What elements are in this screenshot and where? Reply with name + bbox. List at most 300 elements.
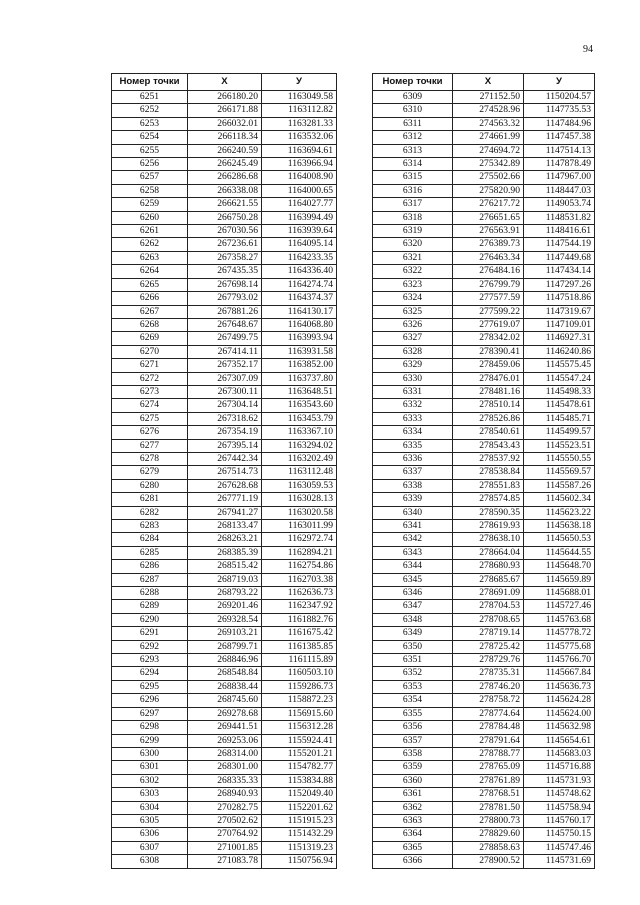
y-coordinate-cell: 1162754.86 <box>262 560 337 573</box>
table-row <box>112 345 337 358</box>
y-coordinate-cell: 1145485.71 <box>524 412 595 425</box>
table-row <box>373 694 595 707</box>
x-coordinate-cell: 268719.03 <box>188 573 262 586</box>
point-number-cell: 6274 <box>112 399 188 412</box>
point-number-cell: 6255 <box>112 144 188 157</box>
table-row <box>112 761 337 774</box>
table-row <box>112 399 337 412</box>
point-number-cell: 6316 <box>373 184 453 197</box>
header-y: У <box>262 74 337 91</box>
point-number-cell: 6256 <box>112 158 188 171</box>
header-point-number: Номер точки <box>112 74 188 91</box>
y-coordinate-cell: 1147297.26 <box>524 278 595 291</box>
point-number-cell: 6306 <box>112 828 188 841</box>
table-row <box>373 278 595 291</box>
y-coordinate-cell: 1164233.35 <box>262 251 337 264</box>
y-coordinate-cell: 1145731.69 <box>524 855 595 868</box>
y-coordinate-cell: 1147878.49 <box>524 158 595 171</box>
point-number-cell: 6277 <box>112 439 188 452</box>
x-coordinate-cell: 276463.34 <box>453 251 524 264</box>
y-coordinate-cell: 1163049.58 <box>262 91 337 104</box>
x-coordinate-cell: 278704.53 <box>453 600 524 613</box>
table-row <box>373 466 595 479</box>
x-coordinate-cell: 269328.54 <box>188 613 262 626</box>
x-coordinate-cell: 276651.65 <box>453 211 524 224</box>
point-number-cell: 6302 <box>112 774 188 787</box>
table-row <box>373 144 595 157</box>
x-coordinate-cell: 268940.93 <box>188 788 262 801</box>
point-number-cell: 6347 <box>373 600 453 613</box>
y-coordinate-cell: 1147514.13 <box>524 144 595 157</box>
table-row <box>373 801 595 814</box>
table-row <box>373 225 595 238</box>
table-row <box>112 613 337 626</box>
x-coordinate-cell: 278800.73 <box>453 814 524 827</box>
table-row <box>373 184 595 197</box>
x-coordinate-cell: 278708.65 <box>453 613 524 626</box>
table-row <box>373 560 595 573</box>
y-coordinate-cell: 1164095.14 <box>262 238 337 251</box>
y-coordinate-cell: 1145766.70 <box>524 654 595 667</box>
x-coordinate-cell: 278774.64 <box>453 707 524 720</box>
point-number-cell: 6313 <box>373 144 453 157</box>
point-number-cell: 6257 <box>112 171 188 184</box>
table-row <box>373 721 595 734</box>
x-coordinate-cell: 267435.35 <box>188 265 262 278</box>
point-number-cell: 6340 <box>373 506 453 519</box>
y-coordinate-cell: 1145624.00 <box>524 707 595 720</box>
point-number-cell: 6325 <box>373 305 453 318</box>
point-number-cell: 6333 <box>373 412 453 425</box>
point-number-cell: 6282 <box>112 506 188 519</box>
point-number-cell: 6292 <box>112 640 188 653</box>
point-number-cell: 6251 <box>112 91 188 104</box>
table-row <box>373 198 595 211</box>
table-row <box>373 251 595 264</box>
table-row <box>112 466 337 479</box>
point-number-cell: 6296 <box>112 694 188 707</box>
table-row <box>373 305 595 318</box>
y-coordinate-cell: 1145523.51 <box>524 439 595 452</box>
x-coordinate-cell: 278791.64 <box>453 734 524 747</box>
table-row <box>112 600 337 613</box>
y-coordinate-cell: 1150204.57 <box>524 91 595 104</box>
y-coordinate-cell: 1145602.34 <box>524 493 595 506</box>
point-number-cell: 6300 <box>112 747 188 760</box>
table-row <box>373 667 595 680</box>
x-coordinate-cell: 278551.83 <box>453 479 524 492</box>
y-coordinate-cell: 1152201.62 <box>262 801 337 814</box>
x-coordinate-cell: 278590.35 <box>453 506 524 519</box>
point-number-cell: 6329 <box>373 359 453 372</box>
x-coordinate-cell: 267395.14 <box>188 439 262 452</box>
x-coordinate-cell: 276563.91 <box>453 225 524 238</box>
point-number-cell: 6301 <box>112 761 188 774</box>
table-row <box>112 828 337 841</box>
table-row <box>373 828 595 841</box>
point-number-cell: 6324 <box>373 292 453 305</box>
table-row <box>112 855 337 868</box>
table-row <box>112 265 337 278</box>
table-row <box>373 318 595 331</box>
point-number-cell: 6305 <box>112 814 188 827</box>
table-row <box>112 372 337 385</box>
x-coordinate-cell: 278342.02 <box>453 332 524 345</box>
x-coordinate-cell: 269441.51 <box>188 721 262 734</box>
point-number-cell: 6311 <box>373 117 453 130</box>
table-row <box>373 774 595 787</box>
table-row <box>112 788 337 801</box>
point-number-cell: 6267 <box>112 305 188 318</box>
table-row <box>112 251 337 264</box>
x-coordinate-cell: 278725.42 <box>453 640 524 653</box>
table-row <box>373 385 595 398</box>
table-row <box>112 225 337 238</box>
table-body-left <box>112 91 337 869</box>
y-coordinate-cell: 1162972.74 <box>262 533 337 546</box>
y-coordinate-cell: 1147735.53 <box>524 104 595 117</box>
x-coordinate-cell: 268838.44 <box>188 680 262 693</box>
x-coordinate-cell: 278680.93 <box>453 560 524 573</box>
table-row <box>373 332 595 345</box>
y-coordinate-cell: 1163648.51 <box>262 385 337 398</box>
x-coordinate-cell: 267030.56 <box>188 225 262 238</box>
point-number-cell: 6345 <box>373 573 453 586</box>
x-coordinate-cell: 268263.21 <box>188 533 262 546</box>
point-number-cell: 6263 <box>112 251 188 264</box>
table-header-row <box>112 74 337 91</box>
x-coordinate-cell: 278829.60 <box>453 828 524 841</box>
y-coordinate-cell: 1147449.68 <box>524 251 595 264</box>
x-coordinate-cell: 274528.96 <box>453 104 524 117</box>
x-coordinate-cell: 278788.77 <box>453 747 524 760</box>
point-number-cell: 6259 <box>112 198 188 211</box>
y-coordinate-cell: 1161675.42 <box>262 627 337 640</box>
table-row <box>373 131 595 144</box>
point-number-cell: 6294 <box>112 667 188 680</box>
table-row <box>373 452 595 465</box>
point-number-cell: 6321 <box>373 251 453 264</box>
x-coordinate-cell: 266240.59 <box>188 144 262 157</box>
point-number-cell: 6351 <box>373 654 453 667</box>
point-number-cell: 6348 <box>373 613 453 626</box>
point-number-cell: 6314 <box>373 158 453 171</box>
y-coordinate-cell: 1145648.70 <box>524 560 595 573</box>
table-row <box>373 345 595 358</box>
x-coordinate-cell: 266338.08 <box>188 184 262 197</box>
y-coordinate-cell: 1145650.53 <box>524 533 595 546</box>
y-coordinate-cell: 1145547.24 <box>524 372 595 385</box>
x-coordinate-cell: 266245.49 <box>188 158 262 171</box>
y-coordinate-cell: 1151915.23 <box>262 814 337 827</box>
y-coordinate-cell: 1163011.99 <box>262 520 337 533</box>
table-row <box>112 747 337 760</box>
table-row <box>112 131 337 144</box>
point-number-cell: 6286 <box>112 560 188 573</box>
point-number-cell: 6290 <box>112 613 188 626</box>
table-row <box>112 841 337 854</box>
table-row <box>112 680 337 693</box>
x-coordinate-cell: 267514.73 <box>188 466 262 479</box>
table-row <box>373 520 595 533</box>
x-coordinate-cell: 269103.21 <box>188 627 262 640</box>
y-coordinate-cell: 1163993.94 <box>262 332 337 345</box>
point-number-cell: 6337 <box>373 466 453 479</box>
y-coordinate-cell: 1147484.96 <box>524 117 595 130</box>
table-row <box>112 211 337 224</box>
header-y: У <box>524 74 595 91</box>
point-number-cell: 6284 <box>112 533 188 546</box>
y-coordinate-cell: 1161882.76 <box>262 613 337 626</box>
table-row <box>112 452 337 465</box>
point-number-cell: 6298 <box>112 721 188 734</box>
y-coordinate-cell: 1159286.73 <box>262 680 337 693</box>
y-coordinate-cell: 1163028.13 <box>262 493 337 506</box>
y-coordinate-cell: 1160503.10 <box>262 667 337 680</box>
point-number-cell: 6364 <box>373 828 453 841</box>
point-number-cell: 6320 <box>373 238 453 251</box>
x-coordinate-cell: 278459.06 <box>453 359 524 372</box>
x-coordinate-cell: 267236.61 <box>188 238 262 251</box>
coordinates-table-right <box>372 73 595 869</box>
point-number-cell: 6252 <box>112 104 188 117</box>
y-coordinate-cell: 1164130.17 <box>262 305 337 318</box>
point-number-cell: 6281 <box>112 493 188 506</box>
table-row <box>373 747 595 760</box>
y-coordinate-cell: 1147544.19 <box>524 238 595 251</box>
table-row <box>112 694 337 707</box>
table-row <box>112 506 337 519</box>
y-coordinate-cell: 1148416.61 <box>524 225 595 238</box>
table-row <box>112 359 337 372</box>
x-coordinate-cell: 270502.62 <box>188 814 262 827</box>
table-row <box>373 788 595 801</box>
y-coordinate-cell: 1151432.29 <box>262 828 337 841</box>
x-coordinate-cell: 278735.31 <box>453 667 524 680</box>
table-row <box>112 104 337 117</box>
x-coordinate-cell: 267307.09 <box>188 372 262 385</box>
table-row <box>373 359 595 372</box>
point-number-cell: 6332 <box>373 399 453 412</box>
point-number-cell: 6275 <box>112 412 188 425</box>
table-row <box>112 734 337 747</box>
y-coordinate-cell: 1163931.58 <box>262 345 337 358</box>
point-number-cell: 6268 <box>112 318 188 331</box>
y-coordinate-cell: 1145623.22 <box>524 506 595 519</box>
table-row <box>373 761 595 774</box>
y-coordinate-cell: 1145499.57 <box>524 426 595 439</box>
table-row <box>112 184 337 197</box>
table-row <box>373 171 595 184</box>
point-number-cell: 6264 <box>112 265 188 278</box>
table-row <box>373 627 595 640</box>
x-coordinate-cell: 278537.92 <box>453 452 524 465</box>
point-number-cell: 6289 <box>112 600 188 613</box>
x-coordinate-cell: 278619.93 <box>453 520 524 533</box>
x-coordinate-cell: 268799.71 <box>188 640 262 653</box>
y-coordinate-cell: 1145778.72 <box>524 627 595 640</box>
table-body-right <box>373 91 595 869</box>
table-row <box>112 721 337 734</box>
table-row <box>112 654 337 667</box>
table-row <box>112 560 337 573</box>
y-coordinate-cell: 1163112.82 <box>262 104 337 117</box>
point-number-cell: 6356 <box>373 721 453 734</box>
table-row <box>112 385 337 398</box>
point-number-cell: 6272 <box>112 372 188 385</box>
x-coordinate-cell: 277577.59 <box>453 292 524 305</box>
x-coordinate-cell: 267648.67 <box>188 318 262 331</box>
table-row <box>373 707 595 720</box>
table-row <box>373 265 595 278</box>
y-coordinate-cell: 1145644.55 <box>524 546 595 559</box>
point-number-cell: 6362 <box>373 801 453 814</box>
y-coordinate-cell: 1164027.77 <box>262 198 337 211</box>
table-row <box>373 814 595 827</box>
y-coordinate-cell: 1164336.40 <box>262 265 337 278</box>
x-coordinate-cell: 278761.89 <box>453 774 524 787</box>
y-coordinate-cell: 1145763.68 <box>524 613 595 626</box>
x-coordinate-cell: 278574.85 <box>453 493 524 506</box>
table-row <box>112 439 337 452</box>
x-coordinate-cell: 267318.62 <box>188 412 262 425</box>
y-coordinate-cell: 1162894.21 <box>262 546 337 559</box>
x-coordinate-cell: 278765.09 <box>453 761 524 774</box>
table-row <box>373 573 595 586</box>
y-coordinate-cell: 1145575.45 <box>524 359 595 372</box>
point-number-cell: 6339 <box>373 493 453 506</box>
x-coordinate-cell: 267771.19 <box>188 493 262 506</box>
table-row <box>112 627 337 640</box>
point-number-cell: 6318 <box>373 211 453 224</box>
x-coordinate-cell: 267442.34 <box>188 452 262 465</box>
y-coordinate-cell: 1163202.49 <box>262 452 337 465</box>
x-coordinate-cell: 269201.46 <box>188 600 262 613</box>
point-number-cell: 6266 <box>112 292 188 305</box>
point-number-cell: 6287 <box>112 573 188 586</box>
y-coordinate-cell: 1150756.94 <box>262 855 337 868</box>
point-number-cell: 6297 <box>112 707 188 720</box>
point-number-cell: 6334 <box>373 426 453 439</box>
table-row <box>373 587 595 600</box>
y-coordinate-cell: 1164008.90 <box>262 171 337 184</box>
point-number-cell: 6354 <box>373 694 453 707</box>
point-number-cell: 6304 <box>112 801 188 814</box>
point-number-cell: 6346 <box>373 587 453 600</box>
y-coordinate-cell: 1163281.33 <box>262 117 337 130</box>
table-row <box>112 158 337 171</box>
y-coordinate-cell: 1145716.88 <box>524 761 595 774</box>
x-coordinate-cell: 278390.41 <box>453 345 524 358</box>
y-coordinate-cell: 1162636.73 <box>262 587 337 600</box>
y-coordinate-cell: 1145731.93 <box>524 774 595 787</box>
y-coordinate-cell: 1161385.85 <box>262 640 337 653</box>
x-coordinate-cell: 268745.60 <box>188 694 262 707</box>
y-coordinate-cell: 1147319.67 <box>524 305 595 318</box>
x-coordinate-cell: 278719.14 <box>453 627 524 640</box>
y-coordinate-cell: 1145747.46 <box>524 841 595 854</box>
table-row <box>373 104 595 117</box>
point-number-cell: 6366 <box>373 855 453 868</box>
point-number-cell: 6254 <box>112 131 188 144</box>
x-coordinate-cell: 278685.67 <box>453 573 524 586</box>
table-row <box>112 412 337 425</box>
point-number-cell: 6303 <box>112 788 188 801</box>
table-row <box>373 613 595 626</box>
table-row <box>373 680 595 693</box>
y-coordinate-cell: 1146927.31 <box>524 332 595 345</box>
y-coordinate-cell: 1145498.33 <box>524 385 595 398</box>
y-coordinate-cell: 1163543.60 <box>262 399 337 412</box>
y-coordinate-cell: 1163966.94 <box>262 158 337 171</box>
point-number-cell: 6336 <box>373 452 453 465</box>
y-coordinate-cell: 1151319.23 <box>262 841 337 854</box>
page-number: 94 <box>583 44 593 55</box>
point-number-cell: 6331 <box>373 385 453 398</box>
x-coordinate-cell: 266621.55 <box>188 198 262 211</box>
x-coordinate-cell: 276217.72 <box>453 198 524 211</box>
table-row <box>112 774 337 787</box>
table-row <box>112 587 337 600</box>
point-number-cell: 6328 <box>373 345 453 358</box>
table-row <box>373 399 595 412</box>
x-coordinate-cell: 267793.02 <box>188 292 262 305</box>
table-row <box>112 426 337 439</box>
y-coordinate-cell: 1163994.49 <box>262 211 337 224</box>
x-coordinate-cell: 276389.73 <box>453 238 524 251</box>
x-coordinate-cell: 269278.68 <box>188 707 262 720</box>
point-number-cell: 6309 <box>373 91 453 104</box>
point-number-cell: 6315 <box>373 171 453 184</box>
y-coordinate-cell: 1145748.62 <box>524 788 595 801</box>
y-coordinate-cell: 1163694.61 <box>262 144 337 157</box>
y-coordinate-cell: 1163532.06 <box>262 131 337 144</box>
x-coordinate-cell: 266032.01 <box>188 117 262 130</box>
y-coordinate-cell: 1164000.65 <box>262 184 337 197</box>
y-coordinate-cell: 1163020.58 <box>262 506 337 519</box>
x-coordinate-cell: 278746.20 <box>453 680 524 693</box>
coordinates-table-left <box>111 73 337 869</box>
point-number-cell: 6343 <box>373 546 453 559</box>
point-number-cell: 6326 <box>373 318 453 331</box>
y-coordinate-cell: 1145775.68 <box>524 640 595 653</box>
y-coordinate-cell: 1145659.89 <box>524 573 595 586</box>
point-number-cell: 6335 <box>373 439 453 452</box>
table-row <box>112 91 337 104</box>
y-coordinate-cell: 1156312.28 <box>262 721 337 734</box>
y-coordinate-cell: 1145654.61 <box>524 734 595 747</box>
point-number-cell: 6276 <box>112 426 188 439</box>
y-coordinate-cell: 1152049.40 <box>262 788 337 801</box>
point-number-cell: 6312 <box>373 131 453 144</box>
x-coordinate-cell: 267352.17 <box>188 359 262 372</box>
x-coordinate-cell: 278481.16 <box>453 385 524 398</box>
table-row <box>112 520 337 533</box>
table-row <box>373 211 595 224</box>
table-row <box>373 506 595 519</box>
table-row <box>112 171 337 184</box>
y-coordinate-cell: 1164068.80 <box>262 318 337 331</box>
point-number-cell: 6285 <box>112 546 188 559</box>
table-row <box>112 318 337 331</box>
y-coordinate-cell: 1145758.94 <box>524 801 595 814</box>
table-header-row <box>373 74 595 91</box>
x-coordinate-cell: 266286.68 <box>188 171 262 184</box>
point-number-cell: 6365 <box>373 841 453 854</box>
y-coordinate-cell: 1164374.37 <box>262 292 337 305</box>
table-row <box>373 372 595 385</box>
header-point-number: Номер точки <box>373 74 453 91</box>
